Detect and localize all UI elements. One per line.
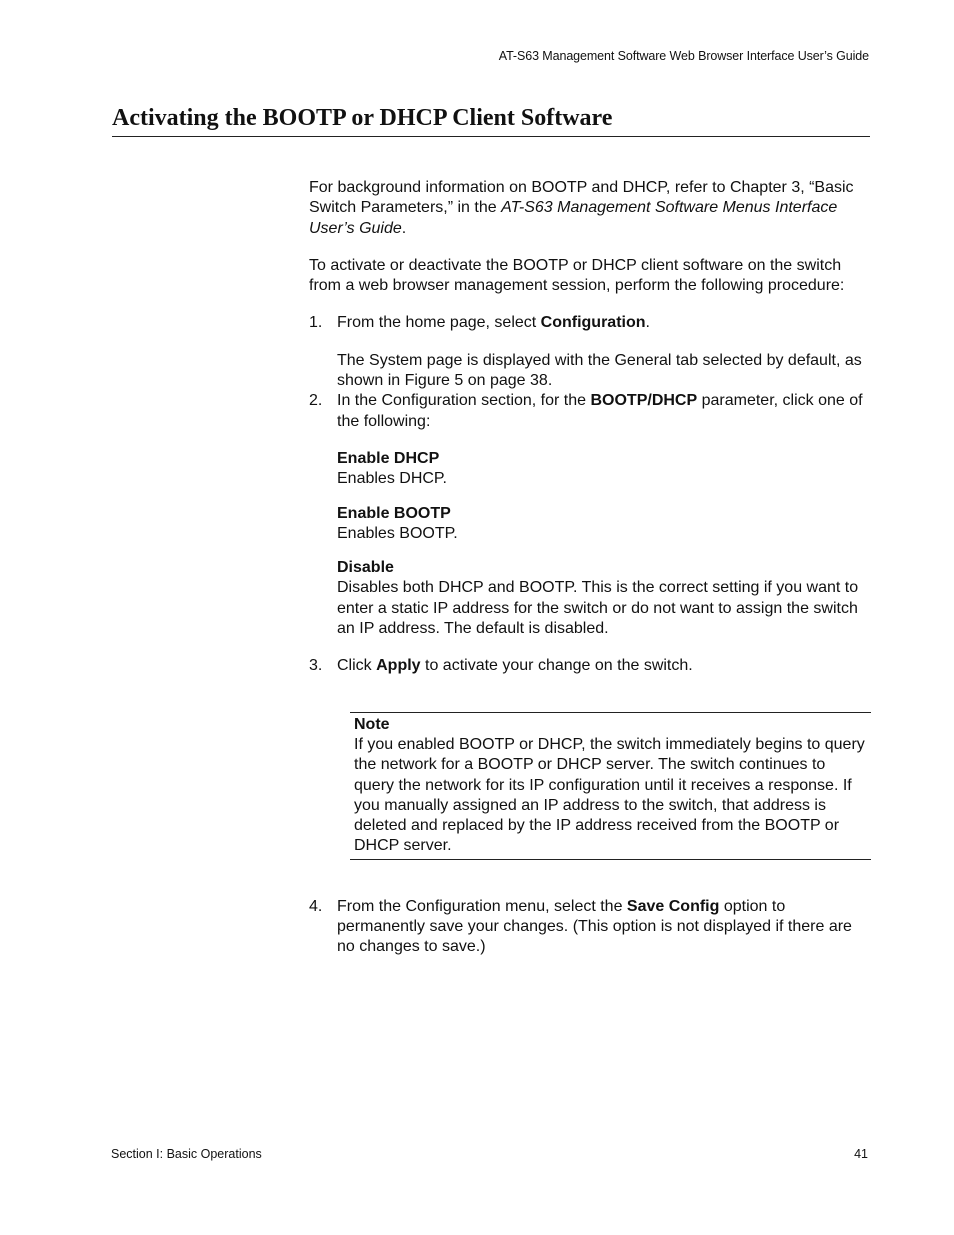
step-2: 2. In the Configuration section, for the BOOTP/DHCP parameter, click one of the following: bbox=[309, 392, 863, 430]
intro-paragraph-2: To activate or deactivate the BOOTP or DHCP client software on the switch from a web browser management session, perform the following procedure: bbox=[309, 256, 845, 295]
option-description: Enables BOOTP. bbox=[337, 524, 458, 542]
option-enable-dhcp bbox=[309, 449, 871, 490]
step-3: 3. Click Apply to activate your change on the switch. bbox=[309, 656, 871, 676]
step-number: 3. bbox=[309, 657, 323, 675]
option-description: Enables DHCP. bbox=[337, 470, 447, 488]
step-number: 4. bbox=[309, 897, 323, 915]
step-1-result: The System page is displayed with the General tab selected by default, as shown in Figure 5 on page 38. bbox=[337, 351, 862, 390]
footer-section: Section I: Basic Operations bbox=[111, 1147, 262, 1161]
running-head: AT-S63 Management Software Web Browser Interface User’s Guide bbox=[498, 49, 869, 63]
option-description: Disables both DHCP and BOOTP. This is the correct setting if you want to enter a static IP address for the switch or do not want to assign the switch an IP address. The default is disabled. bbox=[337, 579, 859, 638]
option-title: Disable bbox=[337, 559, 394, 577]
step-number: 1. bbox=[309, 314, 323, 332]
step-1: 1. From the home page, select Configuration. bbox=[309, 313, 871, 333]
guide-title: AT-S63 Management Software Menus Interface User’s Guide bbox=[309, 199, 838, 237]
note-title: Note bbox=[354, 715, 390, 733]
option-title: Enable DHCP bbox=[337, 449, 440, 467]
note-text: If you enabled BOOTP or DHCP, the switch immediately begins to query the network for a BOOTP or DHCP server. The switch continues to query the network for its IP configuration until it receives a response. If you manually assigned an IP address to the switch, that address is deleted and replaced by the IP address received from the BOOTP or DHCP server. bbox=[354, 735, 865, 855]
option-disable bbox=[309, 558, 871, 639]
section-title: Activating the BOOTP or DHCP Client Software bbox=[112, 105, 870, 137]
option-title: Enable BOOTP bbox=[337, 504, 451, 522]
body-content bbox=[309, 178, 871, 975]
note-box bbox=[350, 712, 871, 860]
page-number: 41 bbox=[854, 1147, 868, 1161]
step-keyword: BOOTP/DHCP bbox=[590, 392, 698, 410]
step-4: 4. From the Configuration menu, select the Save Config option to permanently save your changes. (This option is not displayed if there are no changes to save.) bbox=[309, 897, 852, 956]
step-keyword: Apply bbox=[376, 657, 421, 675]
step-keyword: Save Config bbox=[626, 897, 720, 915]
option-enable-bootp bbox=[309, 504, 871, 545]
step-number: 2. bbox=[309, 392, 323, 410]
intro-paragraph-1: For background information on BOOTP and DHCP, refer to Chapter 3, “Basic Switch Parameters,” in the AT-S63 Management Software Menus Interface User’s Guide. bbox=[309, 179, 854, 237]
step-keyword: Configuration bbox=[540, 314, 646, 332]
